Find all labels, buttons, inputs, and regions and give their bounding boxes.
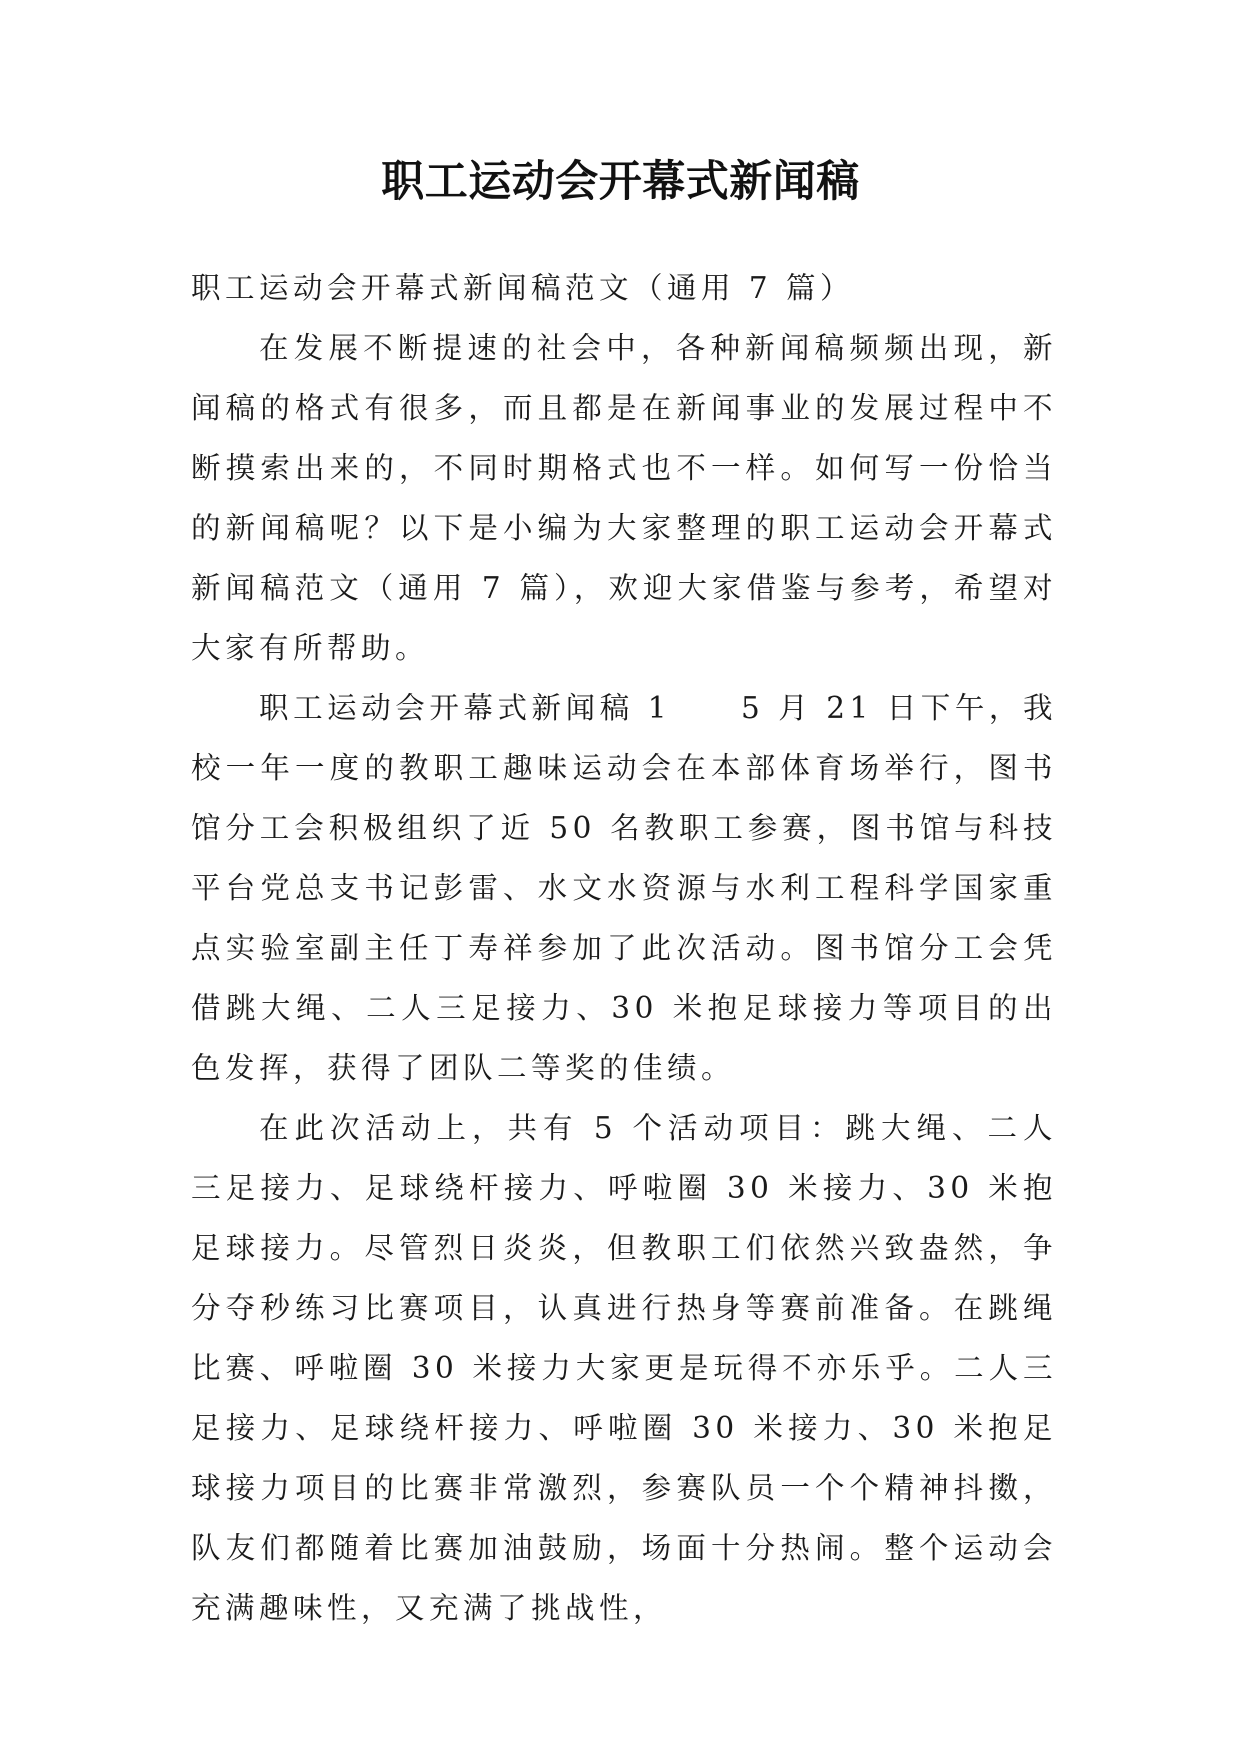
article1-heading: 职工运动会开幕式新闻稿 1 [259,691,671,725]
document-body [191,258,1057,1638]
article1-body: 5 月 21 日下午，我校一年一度的教职工趣味运动会在本部体育场举行，图书馆分工会积极组织了近 50 名教职工参赛，图书馆与科技平台党总支书记彭雷、水文水资源与水利工程科学国家重点实验室副主任丁寿祥参加了此次活动。图书馆分工会凭借跳大绳、二人三足接力、30 米抱足球接力等项目的出色发挥，获得了团队二等奖的佳绩。 [191,691,1057,1085]
document-subtitle: 职工运动会开幕式新闻稿范文（通用 7 篇） [191,271,855,305]
intro-paragraph: 在发展不断提速的社会中，各种新闻稿频频出现，新闻稿的格式有很多，而且都是在新闻事业的发展过程中不断摸索出来的，不同时期格式也不一样。如何写一份恰当的新闻稿呢？以下是小编为大家整理的职工运动会开幕式新闻稿范文（通用 7 篇），欢迎大家借鉴与参考，希望对大家有所帮助。 [191,331,1057,665]
article1-second-paragraph: 在此次活动上，共有 5 个活动项目：跳大绳、二人三足接力、足球绕杆接力、呼啦圈 30 米接力、30 米抱足球接力。尽管烈日炎炎，但教职工们依然兴致盎然，争分夺秒练习比赛项目，认真进行热身等赛前准备。在跳绳比赛、呼啦圈 30 米接力大家更是玩得不亦乐乎。二人三足接力、足球绕杆接力、呼啦圈 30 米接力、30 米抱足球接力项目的比赛非常激烈，参赛队员一个个精神抖擞，队友们都随着比赛加油鼓励，场面十分热闹。整个运动会充满趣味性，又充满了挑战性， [191,1111,1057,1625]
document-title: 职工运动会开幕式新闻稿 [381,157,860,207]
article1-first-paragraph [191,678,1057,1098]
